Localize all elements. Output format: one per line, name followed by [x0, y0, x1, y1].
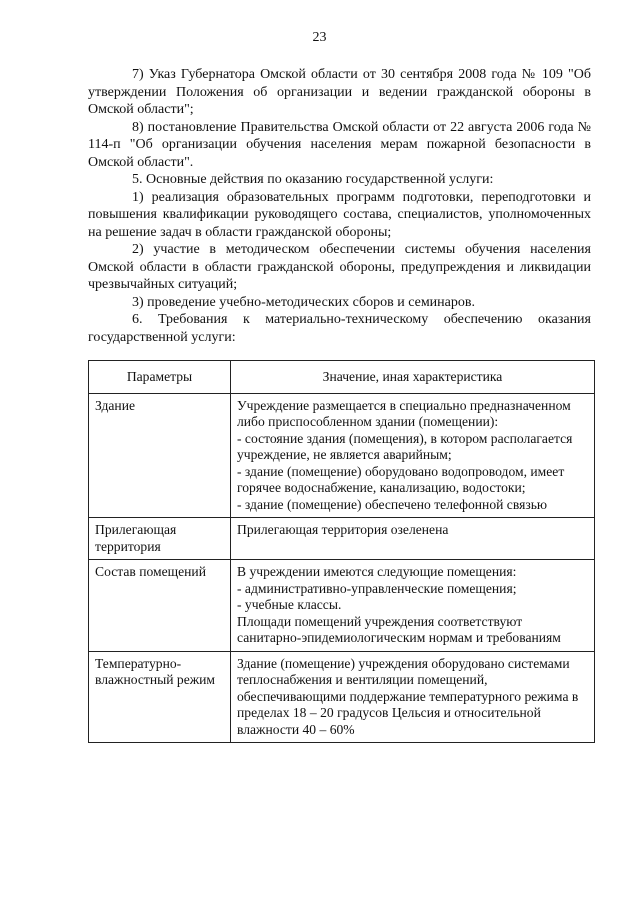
requirements-table	[88, 360, 595, 743]
header-value: Значение, иная характеристика	[231, 361, 595, 394]
cell-line: - здание (помещение) оборудовано водопроводом, имеет горячее водоснабжение, канализацию, водостоки;	[237, 463, 565, 495]
paragraph-resolution-114p: 8) постановление Правительства Омской области от 22 августа 2006 года № 114-п "Об организации обучения населения мерам пожарной безопасности в Омской области".	[88, 119, 591, 170]
table-header-row	[89, 361, 595, 394]
cell-line: Здание (помещение) учреждения оборудовано системами теплоснабжения и вентиляции помещений, обеспечивающими поддержание температурного режима в пределах 18 – 20 градусов Цельсия и относительной влажности 40 – 60%	[237, 655, 579, 737]
cell-line: Учреждение размещается в специально предназначенном либо приспособленном здании (помещении):	[237, 397, 571, 429]
table-row	[89, 393, 595, 518]
paragraph-action-3: 3) проведение учебно-методических сборов и семинаров.	[132, 294, 475, 310]
row-param-climate: Температурно-влажностный режим	[89, 651, 231, 743]
table-row	[89, 518, 595, 560]
cell-line: - здание (помещение) обеспечено телефонной связью	[237, 496, 548, 512]
row-value-climate	[231, 651, 595, 743]
header-parameters: Параметры	[89, 361, 231, 394]
cell-line: - учебные классы.	[237, 597, 342, 612]
row-value-territory	[231, 518, 595, 560]
document-body	[88, 66, 591, 346]
cell-line: - состояние здания (помещения), в котором располагается учреждение, не является аварийным;	[237, 430, 573, 462]
cell-line: В учреждении имеются следующие помещения:	[237, 564, 517, 579]
cell-line: Площади помещений учреждения соответствуют санитарно-эпидемиологическим нормам и требованиям	[237, 613, 561, 645]
row-param-rooms: Состав помещений	[89, 560, 231, 652]
paragraph-action-2: 2) участие в методическом обеспечении системы обучения населения Омской области в области гражданской обороны, предупреждения и ликвидации чрезвычайных ситуаций;	[88, 242, 591, 292]
row-param-territory: Прилегающая территория	[89, 518, 231, 560]
row-value-building	[231, 393, 595, 518]
cell-line: Прилегающая территория озеленена	[237, 522, 449, 537]
page-number: 23	[312, 30, 327, 45]
paragraph-main-actions-heading: 5. Основные действия по оказанию государственной услуги:	[132, 172, 494, 187]
paragraph-decree-109: 7) Указ Губернатора Омской области от 30 сентября 2008 года № 109 "Об утверждении Положения об организации и ведении гражданской обороны в Омской области";	[88, 67, 591, 117]
table-row	[89, 651, 595, 743]
paragraph-requirements-heading: 6. Требования к материально-техническому обеспечению оказания государственной услуги:	[88, 312, 591, 345]
row-value-rooms	[231, 560, 595, 652]
paragraph-action-1: 1) реализация образовательных программ подготовки, переподготовки и повышения квалификации руководящего состава, специалистов, уполномоченных на решение задач в области гражданской обороны;	[88, 189, 591, 240]
table-row	[89, 560, 595, 652]
cell-line: - административно-управленческие помещения;	[237, 580, 517, 596]
row-param-building: Здание	[89, 393, 231, 518]
